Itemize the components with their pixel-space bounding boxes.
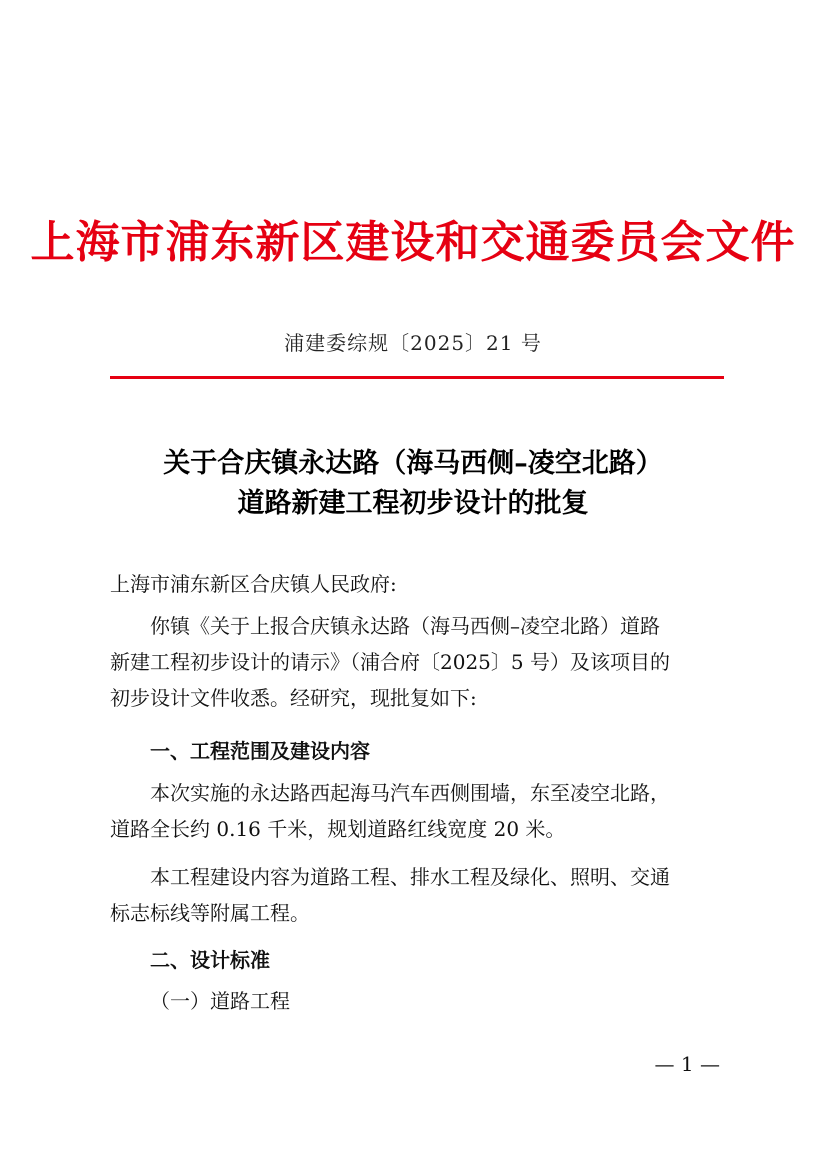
addressee: 上海市浦东新区合庆镇人民政府: xyxy=(110,572,397,596)
section-1-heading: 一、工程范围及建设内容 xyxy=(150,739,370,763)
paragraph-3-line-2: 标志标线等附属工程。 xyxy=(110,901,310,925)
paragraph-3 xyxy=(110,859,724,931)
document-title xyxy=(0,444,826,524)
paragraph-1-line-3: 初步设计文件收悉。经研究，现批复如下: xyxy=(110,686,477,710)
section-2-heading: 二、设计标准 xyxy=(150,948,270,972)
red-separator-line xyxy=(110,376,724,379)
paragraph-2-line-1: 本次实施的永达路西起海马汽车西侧围墙，东至凌空北路， xyxy=(150,781,670,805)
page-number: — 1 — xyxy=(654,1052,720,1076)
paragraph-1 xyxy=(110,608,724,716)
paragraph-1-line-2: 新建工程初步设计的请示》（浦合府〔2025〕5 号）及该项目的 xyxy=(110,650,670,674)
paragraph-2-line-2: 道路全长约 0.16 千米，规划道路红线宽度 20 米。 xyxy=(110,817,566,841)
paragraph-2 xyxy=(110,775,724,847)
document-title-line-1: 关于合庆镇永达路（海马西侧–凌空北路） xyxy=(163,448,663,479)
issuing-authority-header: 上海市浦东新区建设和交通委员会文件 xyxy=(30,217,796,268)
document-title-line-2: 道路新建工程初步设计的批复 xyxy=(237,488,589,519)
document-number: 浦建委综规〔2025〕21 号 xyxy=(284,331,542,355)
paragraph-3-line-1: 本工程建设内容为道路工程、排水工程及绿化、照明、交通 xyxy=(150,865,670,889)
subsection-1-heading: （一）道路工程 xyxy=(150,989,290,1013)
paragraph-1-line-1: 你镇《关于上报合庆镇永达路（海马西侧–凌空北路）道路 xyxy=(150,614,660,638)
